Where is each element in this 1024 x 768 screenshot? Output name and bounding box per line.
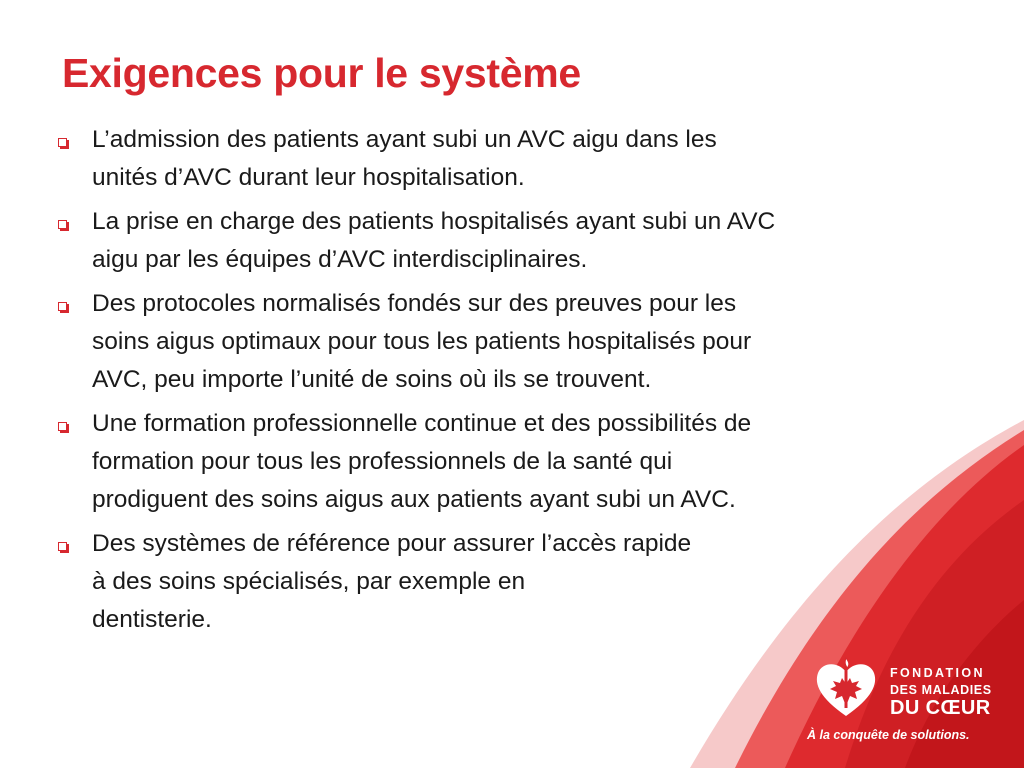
bullet-list bbox=[55, 121, 975, 645]
slide-title: Exigences pour le système bbox=[62, 50, 581, 96]
heart-foundation-logo bbox=[807, 656, 1012, 756]
bullet-line: L’admission des patients ayant subi un AVC aigu dans les bbox=[92, 126, 717, 153]
bullet-item bbox=[55, 525, 975, 639]
logo-text-line1: FONDATION bbox=[890, 666, 985, 680]
bullet-line: La prise en charge des patients hospitalisés ayant subi un AVC bbox=[92, 208, 776, 235]
logo-text-line2: DES MALADIES bbox=[890, 683, 992, 697]
bullet-line: Une formation professionnelle continue et des possibilités de bbox=[92, 410, 752, 437]
heart-torch-icon bbox=[812, 656, 880, 720]
bullet-item bbox=[55, 203, 975, 279]
checkbox-bullet-icon bbox=[58, 542, 67, 551]
bullet-line: AVC, peu importe l’unité de soins où ils se trouvent. bbox=[92, 366, 652, 393]
bullet-item bbox=[55, 121, 975, 197]
checkbox-bullet-icon bbox=[58, 422, 67, 431]
bullet-line: soins aigus optimaux pour tous les patients hospitalisés pour bbox=[92, 328, 752, 355]
logo-tagline: À la conquête de solutions. bbox=[807, 728, 970, 742]
bullet-line: formation pour tous les professionnels de la santé qui bbox=[92, 448, 673, 475]
bullet-item bbox=[55, 405, 975, 519]
bullet-line: à des soins spécialisés, par exemple en bbox=[92, 568, 526, 595]
bullet-line: dentisterie. bbox=[92, 606, 212, 633]
bullet-item bbox=[55, 285, 975, 399]
bullet-line: unités d’AVC durant leur hospitalisation. bbox=[92, 164, 525, 191]
bullet-line: prodiguent des soins aigus aux patients ayant subi un AVC. bbox=[92, 486, 736, 513]
logo-text-line3: DU CŒUR bbox=[890, 697, 991, 719]
bullet-line: Des protocoles normalisés fondés sur des preuves pour les bbox=[92, 290, 737, 317]
bullet-line: Des systèmes de référence pour assurer l’accès rapide bbox=[92, 530, 692, 557]
bullet-line: aigu par les équipes d’AVC interdisciplinaires. bbox=[92, 246, 588, 273]
checkbox-bullet-icon bbox=[58, 220, 67, 229]
checkbox-bullet-icon bbox=[58, 138, 67, 147]
checkbox-bullet-icon bbox=[58, 302, 67, 311]
